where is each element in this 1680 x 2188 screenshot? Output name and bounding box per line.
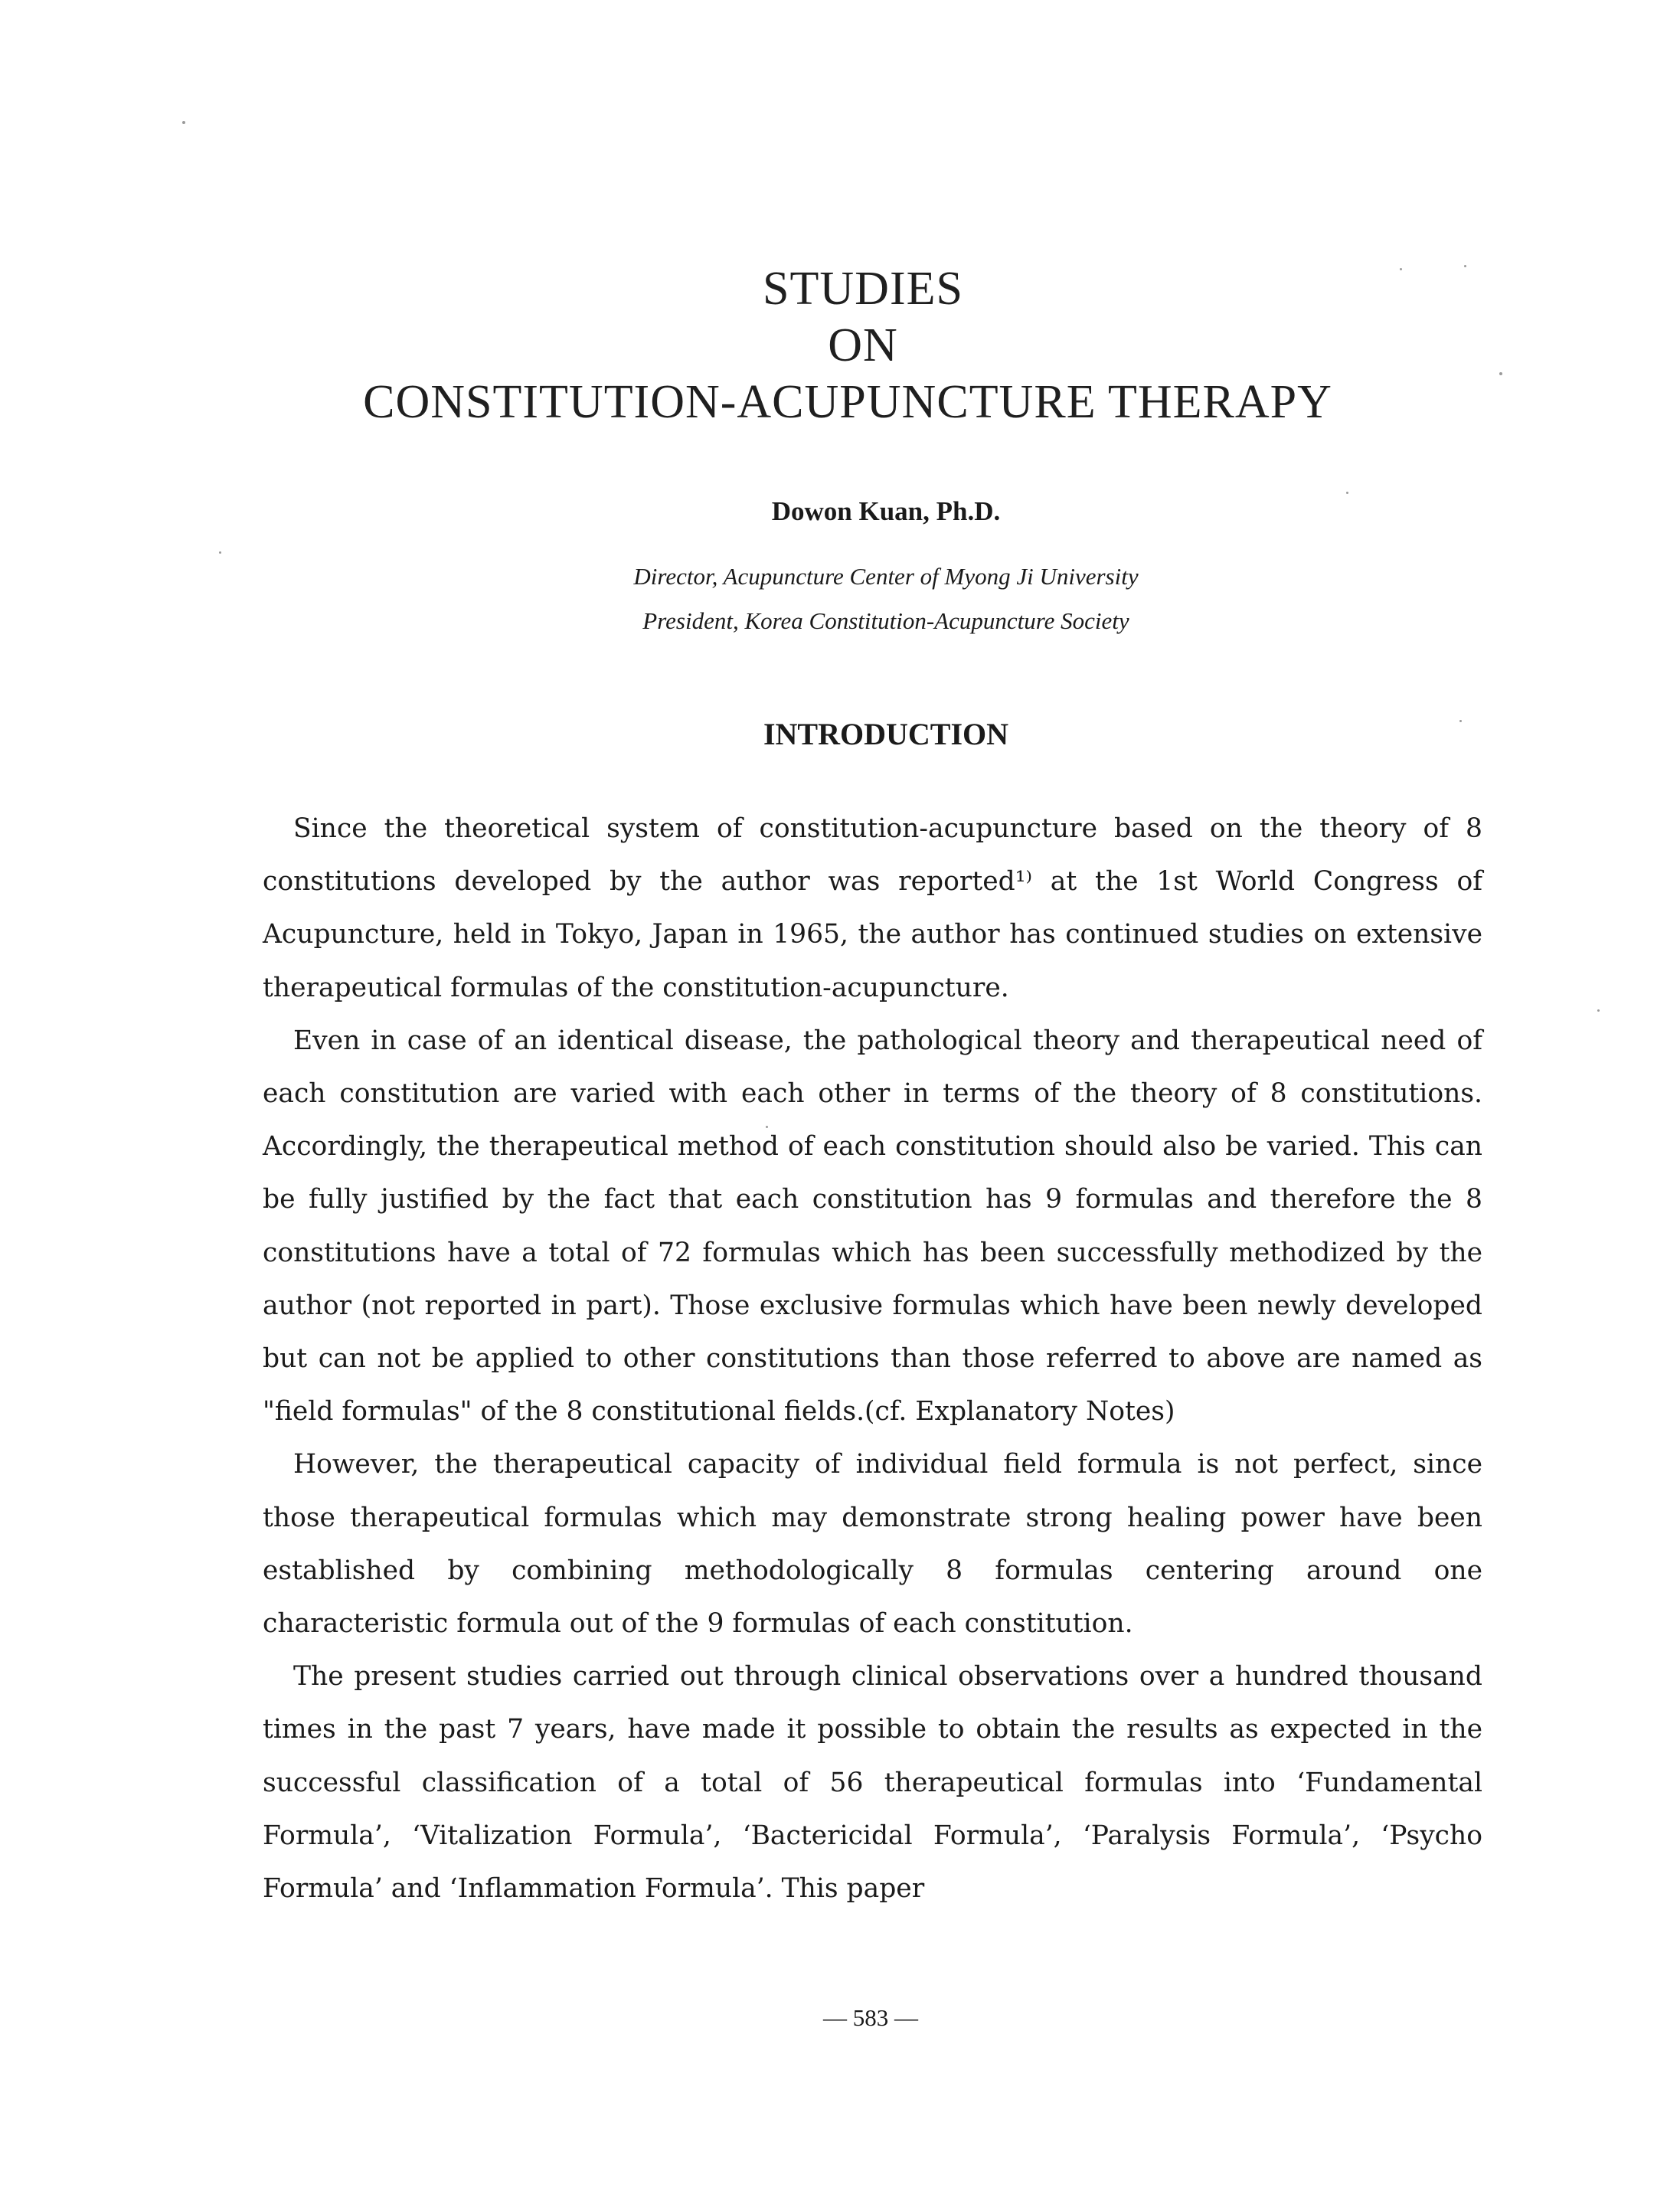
author-affiliation-1: Director, Acupuncture Center of Myong Ji University xyxy=(633,563,1139,590)
body-text xyxy=(263,803,1482,1915)
section-heading: INTRODUCTION xyxy=(763,717,1009,751)
scan-speck xyxy=(1346,492,1348,494)
paragraph-3: However, the therapeutical capacity of individual field formula is not perfect, since those therapeutical formulas which may demonstrate strong healing power have been established by combining methodologically 8 formulas centering around one characteristic formula out of the 9 formulas of each constitution. xyxy=(263,1449,1482,1640)
scan-speck xyxy=(1499,372,1502,375)
scan-speck xyxy=(1400,268,1402,270)
paper-title xyxy=(0,260,1680,430)
paragraph-4: The present studies carried out through clinical observations over a hundred thousand times in the past 7 years, have made it possible to obtain the results as expected in the successful classification of a total of 56 therapeutical formulas into ‘Fundamental Formula’, ‘Vitalization Formula’, ‘Bactericidal Formula’, ‘Paralysis Formula’, ‘Psycho Formula’ and ‘Inflammation Formula’. This paper xyxy=(263,1661,1482,1905)
paragraph-1: Since the theoretical system of constitution-acupuncture based on the theory of 8 constitutions developed by the author was reported¹⁾ at the 1st World Congress of Acupuncture, held in Tokyo, Japan in 1965, the author has continued studies on extensive therapeutical formulas of the constitution-acupuncture. xyxy=(263,813,1482,1003)
author-name: Dowon Kuan, Ph.D. xyxy=(771,496,1001,526)
page-number: — 583 — xyxy=(823,2004,918,2031)
author-affiliation-2: President, Korea Constitution-Acupuncture Society xyxy=(642,607,1129,634)
title-line-3: CONSTITUTION-ACUPUNCTURE THERAPY xyxy=(363,376,1332,428)
scan-speck xyxy=(1459,720,1462,722)
title-line-2: ON xyxy=(828,319,898,371)
scan-speck xyxy=(766,1126,768,1128)
scan-speck xyxy=(1597,1009,1600,1012)
scan-speck xyxy=(219,551,221,554)
scan-speck xyxy=(1464,265,1466,267)
scan-speck xyxy=(182,121,185,124)
paragraph-2: Even in case of an identical disease, the pathological theory and therapeutical need of each constitution are varied with each other in terms of the theory of 8 constitutions. Accordingly, the therapeutical method of each constitution should also be varied. This can be fully justified by the fact that each constitution has 9 formulas and therefore the 8 constitutions have a total of 72 formulas which has been successfully methodized by the author (not reported in part). Those exclusive formulas which have been newly developed but can not be applied to other constitutions than those referred to above are named as "field formulas" of the 8 constitutional fields.(cf. Explanatory Notes) xyxy=(263,1025,1482,1428)
title-line-1: STUDIES xyxy=(763,263,963,315)
